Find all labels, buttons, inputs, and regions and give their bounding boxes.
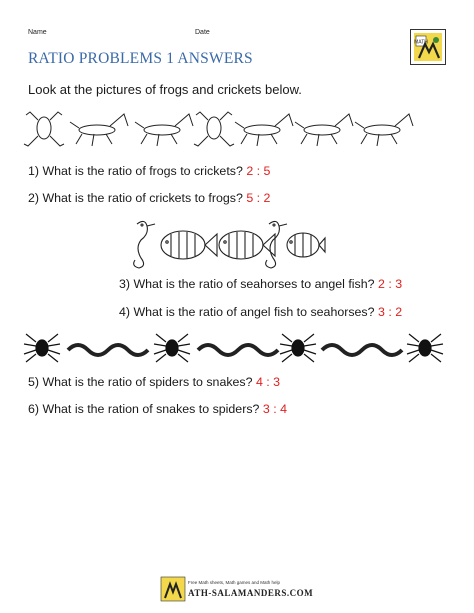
angel-fish-icon xyxy=(161,231,217,259)
cricket-icon xyxy=(235,114,293,146)
answer-6: 3 : 4 xyxy=(262,402,287,416)
seahorse-icon xyxy=(266,221,287,268)
svg-text:MATH: MATH xyxy=(414,39,428,46)
footer-tagline: Free Math sheets, Math games and Math help xyxy=(188,580,281,585)
question-4: 4) What is the ratio of angel fish to seahorses? 3 : 2 xyxy=(119,305,403,319)
spider-icon xyxy=(24,334,60,362)
cricket-icon xyxy=(295,114,353,146)
date-label: Date xyxy=(195,29,210,36)
answer-1: 2 : 5 xyxy=(246,164,271,178)
snake-icon xyxy=(68,345,148,355)
answer-4: 3 : 2 xyxy=(377,305,403,319)
question-3: 3) What is the ratio of seahorses to angel fish? 2 : 3 xyxy=(119,277,403,291)
question-5: 5) What is the ratio of spiders to snakes? 4 : 3 xyxy=(28,375,281,389)
salamander-logo-icon xyxy=(411,30,445,64)
intro-text: Look at the pictures of frogs and crickets below. xyxy=(28,82,302,97)
snake-icon xyxy=(198,345,278,355)
page-title: RATIO PROBLEMS 1 ANSWERS xyxy=(28,50,253,67)
frog-icon xyxy=(194,112,234,146)
answer-3: 2 : 3 xyxy=(377,277,403,291)
seahorse-icon xyxy=(134,221,155,268)
frogs-crickets-row xyxy=(22,106,422,152)
footer-salamander-icon xyxy=(160,576,186,602)
spider-icon xyxy=(280,334,316,362)
spider-icon xyxy=(154,334,190,362)
spiders-snakes-row xyxy=(22,330,447,366)
question-1: 1) What is the ratio of frogs to crickets? 2 : 5 xyxy=(28,164,271,178)
answer-5: 4 : 3 xyxy=(255,375,281,389)
spider-icon xyxy=(407,334,443,362)
cricket-icon xyxy=(135,114,193,146)
footer-site: ATH-SALAMANDERS.COM xyxy=(188,588,314,598)
angel-fish-icon xyxy=(219,231,275,259)
cricket-icon xyxy=(355,114,413,146)
frog-icon xyxy=(24,112,64,146)
snake-icon xyxy=(322,345,402,355)
question-6: 6) What is the ration of snakes to spiders? 3 : 4 xyxy=(28,402,287,416)
cricket-icon xyxy=(70,114,128,146)
question-2: 2) What is the ratio of crickets to frogs? 5 : 2 xyxy=(28,191,271,205)
answer-2: 5 : 2 xyxy=(246,191,271,205)
angel-fish-icon xyxy=(287,233,325,257)
seahorses-fish-row xyxy=(125,216,325,272)
name-label: Name xyxy=(28,29,47,36)
math-salamanders-logo xyxy=(410,29,446,65)
